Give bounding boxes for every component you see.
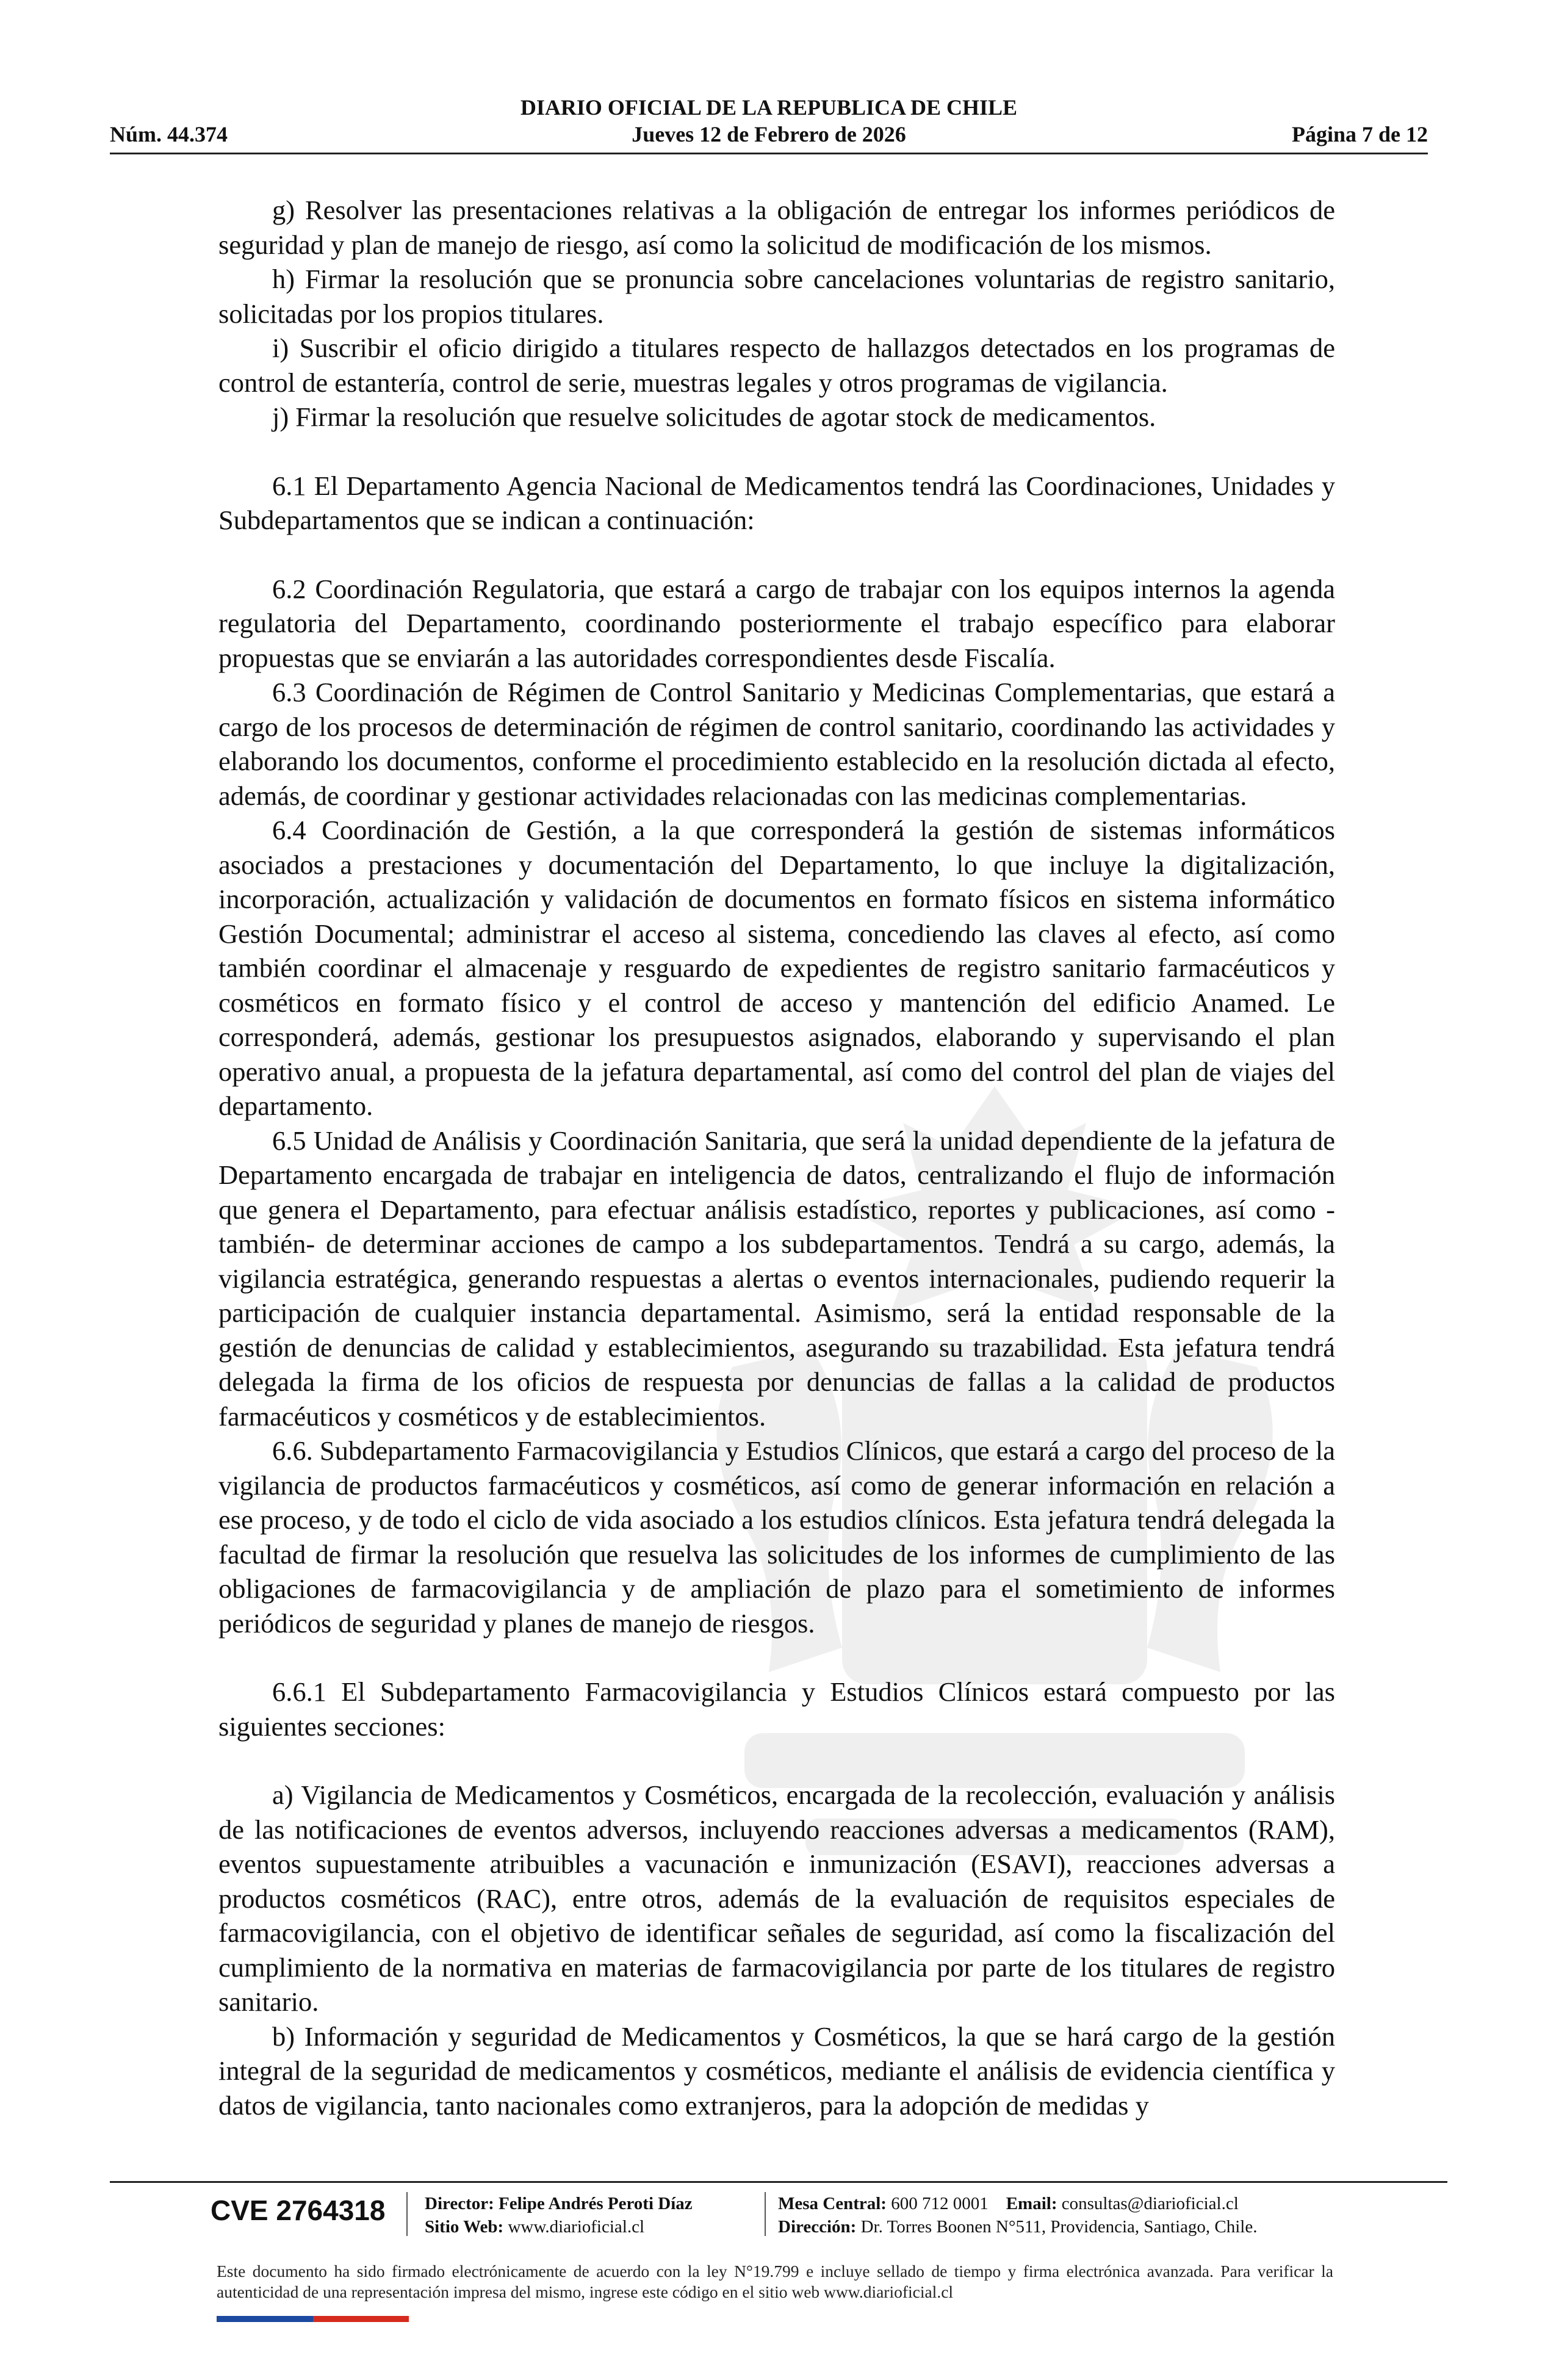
paragraph: 6.1 El Departamento Agencia Nacional de Medicamentos tendrá las Coordinaciones, Unidades y Subdepartamentos que se indican a continuación: (218, 470, 1335, 535)
paragraph: 6.6.1 El Subdepartamento Farmacovigilancia y Estudios Clínicos estará compuesto por las siguientes secciones: (218, 1676, 1335, 1742)
paragraph: g) Resolver las presentaciones relativas a la obligación de entregar los informes periódicos de seguridad y plan de manejo de riesgo, así como la solicitud de modificación de los mismos. (218, 195, 1335, 260)
paragraph: j) Firmar la resolución que resuelve solicitudes de agotar stock de medicamentos. (272, 402, 1156, 432)
paragraph: h) Firmar la resolución que se pronuncia sobre cancelaciones voluntarias de registro sanitario, solicitadas por los propios titulares. (218, 264, 1335, 329)
legal-notice: Este documento ha sido firmado electrónicamente de acuerdo con la ley N°19.799 e incluye sellado de tiempo y firma electrónica avanzada. Para verificar la autenticidad de una representación impresa del mismo, ingrese este código en el sitio web www.diarioficial.cl (217, 2262, 1333, 2301)
address-value: Dr. Torres Boonen N°511, Providencia, Santiago, Chile. (860, 2217, 1258, 2237)
address-label: Dirección: (778, 2217, 857, 2237)
paragraph: 6.2 Coordinación Regulatoria, que estará a cargo de trabajar con los equipos internos la agenda regulatoria del Departamento, coordinando posteriormente el trabajo específico para elaborar propuestas que se enviarán a las autoridades correspondientes desde Fiscalía. (218, 573, 1335, 673)
flag-bar-red (313, 2316, 409, 2322)
paragraph: a) Vigilancia de Medicamentos y Cosméticos, encargada de la recolección, evaluación y análisis de las notificaciones de eventos adversos, incluyendo reacciones adversas a medicamentos (RAM), eventos supuestamente atribuibles a vacunación e inmunización (ESAVI), reacciones adversas a productos cosméticos (RAC), entre otros, además de la evaluación de requisitos especiales de farmacovigilancia, con el objetivo de identificar señales de seguridad, así como la fiscalización del cumplimiento de la normativa en materias de farmacovigilancia por parte de los titulares de registro sanitario. (218, 1780, 1335, 2017)
page-number: Página 7 de 12 (1291, 122, 1428, 146)
website-link[interactable]: www.diarioficial.cl (508, 2217, 645, 2237)
page-header (110, 95, 1428, 156)
email-label: Email: (1006, 2194, 1057, 2213)
footer-contact-block (778, 2192, 1257, 2238)
paragraph: 6.4 Coordinación de Gestión, a la que corresponderá la gestión de sistemas informáticos asociados a prestaciones y documentación del Departamento, lo que incluye la digitalización, incorporación, actualización y validación de documentos en formato físicos en sistema informático Gestión Documental; administrar el acceso al sistema, concediendo las claves al efecto, así como también coordinar el almacenaje y resguardo de expedientes de registro sanitario farmacéuticos y cosméticos en formato físico y el control de acceso y mantención del edificio Anamed. Le corresponderá, además, gestionar los presupuestos asignados, elaborando y supervisando el plan operativo anual, a propuesta de la jefatura departamental, así como del control del plan de viajes del departamento. (218, 815, 1335, 1121)
footer-separator (765, 2192, 766, 2236)
flag-color-bar (217, 2316, 409, 2322)
document-body (218, 193, 1335, 2122)
publication-title: DIARIO OFICIAL DE LA REPUBLICA DE CHILE (520, 95, 1018, 120)
paragraph: 6.3 Coordinación de Régimen de Control Sanitario y Medicinas Complementarias, que estará a cargo de los procesos de determinación de régimen de control sanitario, coordinando las actividades y elaborando los documentos, conforme el procedimiento establecido en la resolución dictada al efecto, además, de coordinar y gestionar actividades relacionadas con las medicinas complementarias. (218, 677, 1335, 811)
director-name: Felipe Andrés Peroti Díaz (499, 2194, 693, 2213)
flag-bar-blue (217, 2316, 313, 2322)
email-link[interactable]: consultas@diarioficial.cl (1061, 2194, 1239, 2213)
paragraph: i) Suscribir el oficio dirigido a titulares respecto de hallazgos detectados en los programas de control de estantería, control de serie, muestras legales y otros programas de vigilancia. (218, 333, 1335, 398)
paragraph: 6.6. Subdepartamento Farmacovigilancia y Estudios Clínicos, que estará a cargo del proceso de la vigilancia de productos farmacéuticos y cosméticos, así como de generar información en relación a ese proceso, y de todo el ciclo de vida asociado a los estudios clínicos. Esta jefatura tendrá delegada la facultad de firmar la resolución que resuelva las solicitudes de los informes de cumplimiento de las obligaciones de farmacovigilancia y de ampliación de plazo para el sometimiento de informes periódicos de seguridad y planes de manejo de riesgos. (218, 1435, 1335, 1639)
phone-label: Mesa Central: (778, 2194, 887, 2213)
footer-divider (110, 2181, 1447, 2183)
phone-value: 600 712 0001 (891, 2194, 989, 2213)
paragraph: b) Información y seguridad de Medicamentos y Cosméticos, la que se hará cargo de la gestión integral de la seguridad de medicamentos y cosméticos, mediante el análisis de evidencia científica y datos de vigilancia, tanto nacionales como extranjeros, para la adopción de medidas y (218, 2021, 1335, 2121)
footer-director-block (425, 2192, 693, 2238)
header-divider (110, 153, 1428, 154)
cve-code: CVE 2764318 (211, 2194, 386, 2226)
website-label: Sitio Web: (425, 2217, 504, 2237)
paragraph: 6.5 Unidad de Análisis y Coordinación Sanitaria, que será la unidad dependiente de la jefatura de Departamento encargada de trabajar en inteligencia de datos, centralizando el flujo de información que genera el Departamento, para efectuar análisis estadístico, reportes y publicaciones, así como -también- de determinar acciones de campo a los subdepartamentos. Tendrá a su cargo, además, la vigilancia estratégica, generando respuestas a alertas o eventos internacionales, pudiendo requerir la participación de cualquier instancia departamental. Asimismo, será la entidad responsable de la gestión de denuncias de calidad y establecimientos, asegurando su trazabilidad. Esta jefatura tendrá delegada la firma de los oficios de respuesta por denuncias de fallas a la calidad de productos farmacéuticos y cosméticos y de establecimientos. (218, 1125, 1335, 1432)
issue-date: Jueves 12 de Febrero de 2026 (632, 122, 906, 146)
director-label: Director: (425, 2194, 494, 2213)
issue-number: Núm. 44.374 (110, 122, 228, 146)
footer-separator (406, 2192, 408, 2236)
